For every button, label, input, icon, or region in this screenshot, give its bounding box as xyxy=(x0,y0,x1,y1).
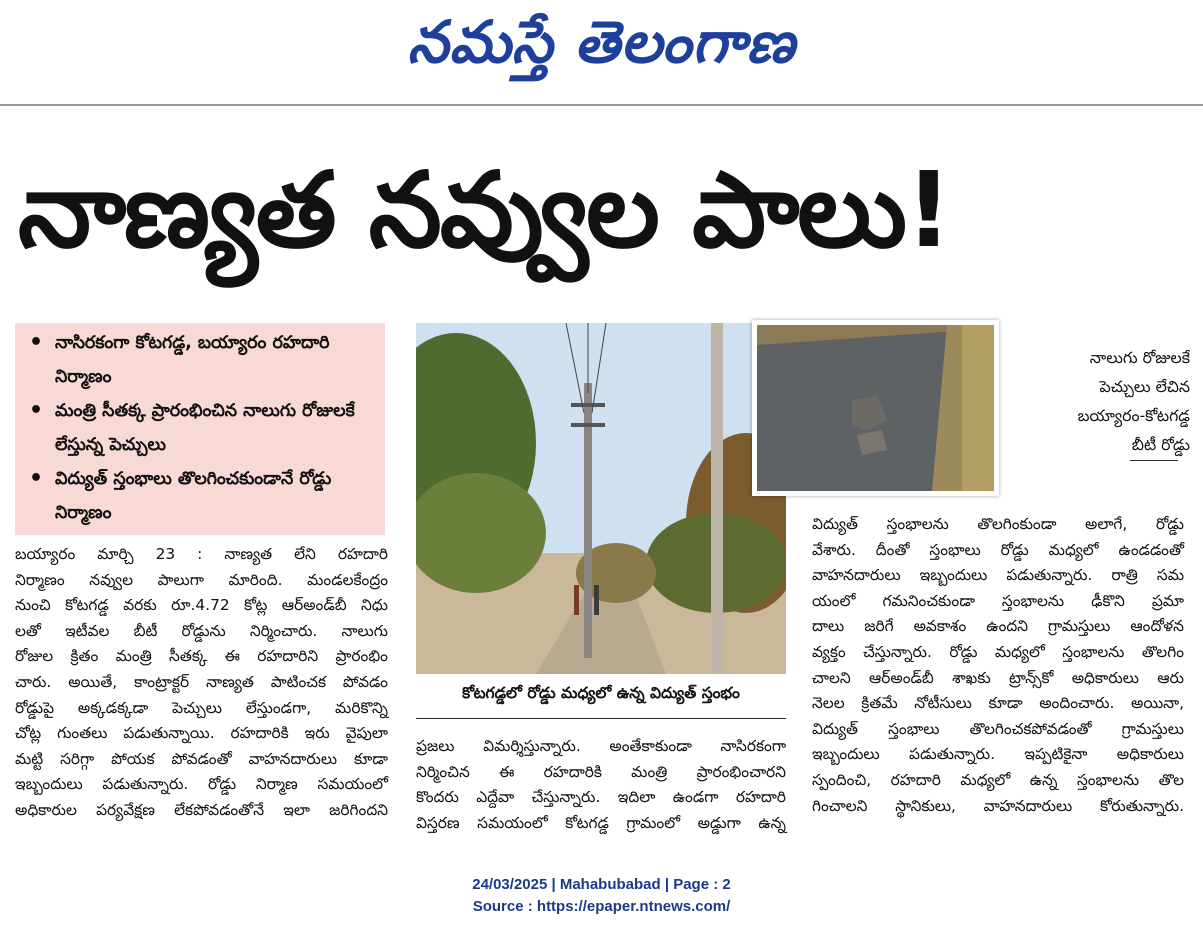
article-column-2 xyxy=(416,734,786,836)
footer-date-page: 24/03/2025 | Mahabubabad | Page : 2 xyxy=(472,876,731,893)
text-line: విస్తరణ సమయంలో కోటగడ్డ గ్రామంలో అడ్డుగా ఉన్న xyxy=(416,813,786,832)
text-line: వేశారు. దీంతో స్తంభాలు రోడ్డు మధ్యలో ఉండడంతో xyxy=(812,540,1184,559)
text-line: వాహనదారులు ఇబ్బందులు పడుతున్నారు. రాత్రి సమ xyxy=(812,566,1184,585)
text-line: నిర్మించిన ఈ రహదారికి మంత్రి ప్రారంభించారని xyxy=(416,762,786,781)
caption-line: నాలుగు రోజులకే xyxy=(1089,348,1190,367)
text-line: ప్రజలు విమర్శిస్తున్నారు. అంతేకాకుండా నాసిరకంగా xyxy=(416,737,786,755)
text-line: యంలో గమనించకుండా స్తంభాలను ఢీకొని ప్రమా xyxy=(812,591,1184,610)
text-line: గించాలని స్థానికులు, వాహనదారులు కోరుతున్నారు. xyxy=(812,796,1184,815)
text-line: రోజుల క్రితం మంత్రి సీతక్క ఈ రహదారిని ప్రారంభిం xyxy=(15,647,388,666)
footer-source-link[interactable]: Source : https://epaper.ntnews.com/ xyxy=(472,898,731,915)
text-line: చాలని ఆర్‌అండ్‌బీ శాఖకు ట్రాన్స్‌కో అధికారులు ఆరు xyxy=(812,668,1184,687)
text-line: మట్టి సరిగ్గా పోయక పోవడంతో వాహనదారులు కూడా xyxy=(15,749,388,768)
text-line: నెలల క్రితమే నోటీసులు కూడా అందించారు. అయినా, xyxy=(812,694,1184,713)
text-line: విద్యుత్ స్తంభాలు తొలగించకపోవడంతో గ్రామస్తులు xyxy=(812,719,1184,738)
road-electric-pole-photo xyxy=(416,323,786,674)
text-line: స్పందించి, రహదారి మధ్యలో ఉన్న స్తంభాలను తొల xyxy=(812,770,1184,789)
newspaper-logo: నమస్తే తెలంగాణ xyxy=(407,8,796,76)
text-line: అధికారుల పర్యవేక్షణ లేకపోవడంతోనే ఇలా జరిగిందని xyxy=(15,800,388,819)
highlight-item: • మంత్రి సీతక్క ప్రారంభించిన నాలుగు రోజులకే లేస్తున్న పెచ్చులు xyxy=(15,394,385,462)
text-line: దాలు జరిగే అవకాశం ఉందని గ్రామస్తులు ఆందోళన xyxy=(812,617,1184,636)
caption-line: బీటీ రోడ్డు xyxy=(1131,435,1190,454)
headline: నాణ్యత నవ్వుల పాలు! xyxy=(18,149,951,271)
text-line: లతో ఇటీవల బీటీ రోడ్డును నిర్మించారు. నాలుగు xyxy=(15,621,388,640)
text-line: చోట్ల గుంతలు పడుతున్నాయి. రహదారికి ఇరు వైపులా xyxy=(15,724,388,743)
text-line: చారు. అయితే, కాంట్రాక్టర్ నాణ్యత పాటించక పోవడం xyxy=(15,672,388,691)
text-line: నుంచి కోటగడ్డ వరకు రూ.4.72 కోట్ల ఆర్‌అండ్‌బీ నిధు xyxy=(15,596,388,615)
text-line: రోడ్డుపై అక్కడక్కడా పెచ్చులు లేస్తుండగా, మరికొన్ని xyxy=(15,698,388,717)
caption-line: బయ్యారం-కోటగడ్డ xyxy=(1077,406,1190,425)
highlight-item: • నాసిరకంగా కోటగడ్డ, బయ్యారం రహదారి నిర్మాణం xyxy=(15,326,385,394)
text-line: ఇబ్బందులు పడుతున్నారు. ఇప్పటికైనా అధికారులు xyxy=(812,745,1184,764)
text-line: వ్యక్తం చేస్తున్నారు. రోడ్డు మధ్యలో స్తంభాలను తొలగిం xyxy=(812,642,1184,661)
photo-caption: కోటగడ్డలో రోడ్డు మధ్యలో ఉన్న విద్యుత్ స్తంభం xyxy=(462,684,740,702)
text-line: బయ్యారం మార్చి 23 : నాణ్యత లేని రహదారి xyxy=(15,545,388,563)
highlight-item: • విద్యుత్ స్తంభాలు తొలగించకుండానే రోడ్డు నిర్మాణం xyxy=(15,462,385,530)
caption-divider xyxy=(416,718,786,719)
highlights-box xyxy=(15,323,385,535)
text-line: ఇబ్బందులు పడుతున్నారు. రోడ్డు నిర్మాణ సమయంలో xyxy=(15,775,388,794)
page-footer xyxy=(0,874,1203,918)
caption-divider xyxy=(1130,460,1178,461)
masthead-divider xyxy=(0,104,1203,106)
photo2-caption xyxy=(1010,343,1190,459)
text-line: కొందరు ఎద్దేవా చేస్తున్నారు. ఇదిలా ఉండగా రహదారి xyxy=(416,788,786,807)
masthead xyxy=(0,0,1203,104)
article-column-3 xyxy=(812,512,1184,819)
text-line: నిర్మాణం నవ్వుల పాలుగా మారింది. మండలకేంద్రం xyxy=(15,570,388,589)
article-column-1 xyxy=(15,542,388,824)
text-line: విద్యుత్ స్తంభాలను తొలగింకుండా అలాగే, రోడ్డు xyxy=(812,515,1184,533)
caption-line: పెచ్చులు లేచిన xyxy=(1099,377,1190,396)
damaged-road-photo xyxy=(752,320,999,496)
